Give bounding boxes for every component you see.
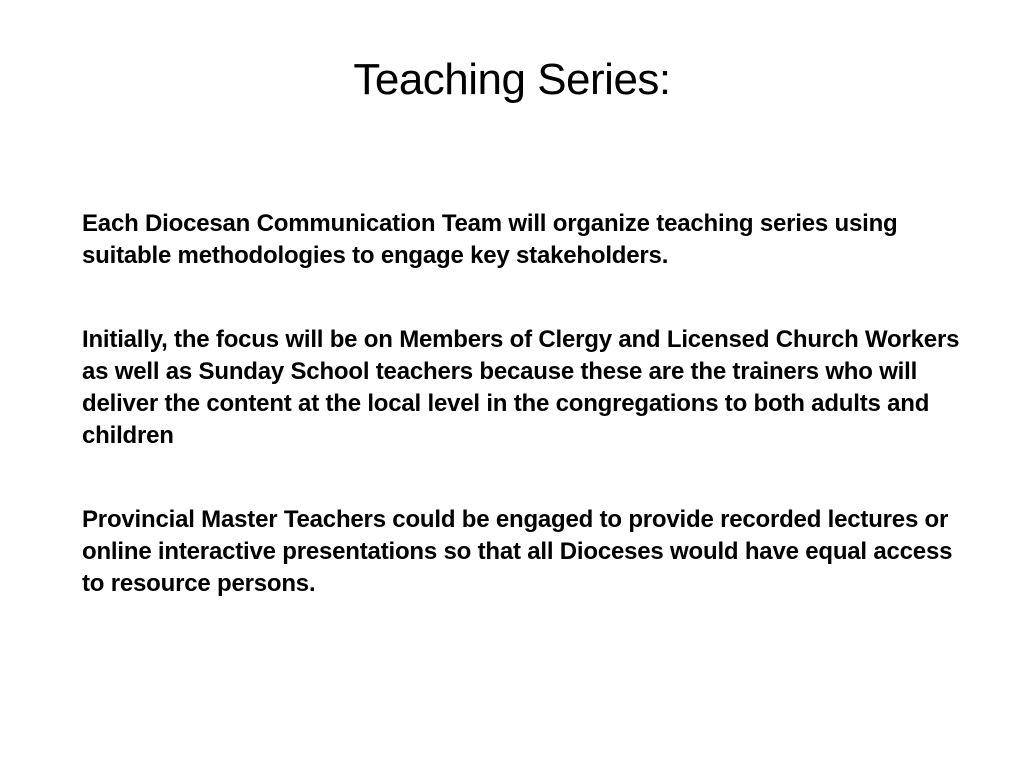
slide-body [82, 208, 962, 600]
body-paragraph-1: Each Diocesan Communication Team will organize teaching series using suitable methodologies to engage key stakeholders. [82, 210, 898, 269]
slide-title: Teaching Series: [353, 55, 671, 104]
body-paragraph-3: Provincial Master Teachers could be engaged to provide recorded lectures or online interactive presentations so that all Dioceses would have equal access to resource persons. [82, 506, 953, 597]
body-paragraph-2: Initially, the focus will be on Members of Clergy and Licensed Church Workers as well as Sunday School teachers because these are the trainers who will deliver the content at the local level in the congregations to both adults and children [82, 326, 960, 449]
